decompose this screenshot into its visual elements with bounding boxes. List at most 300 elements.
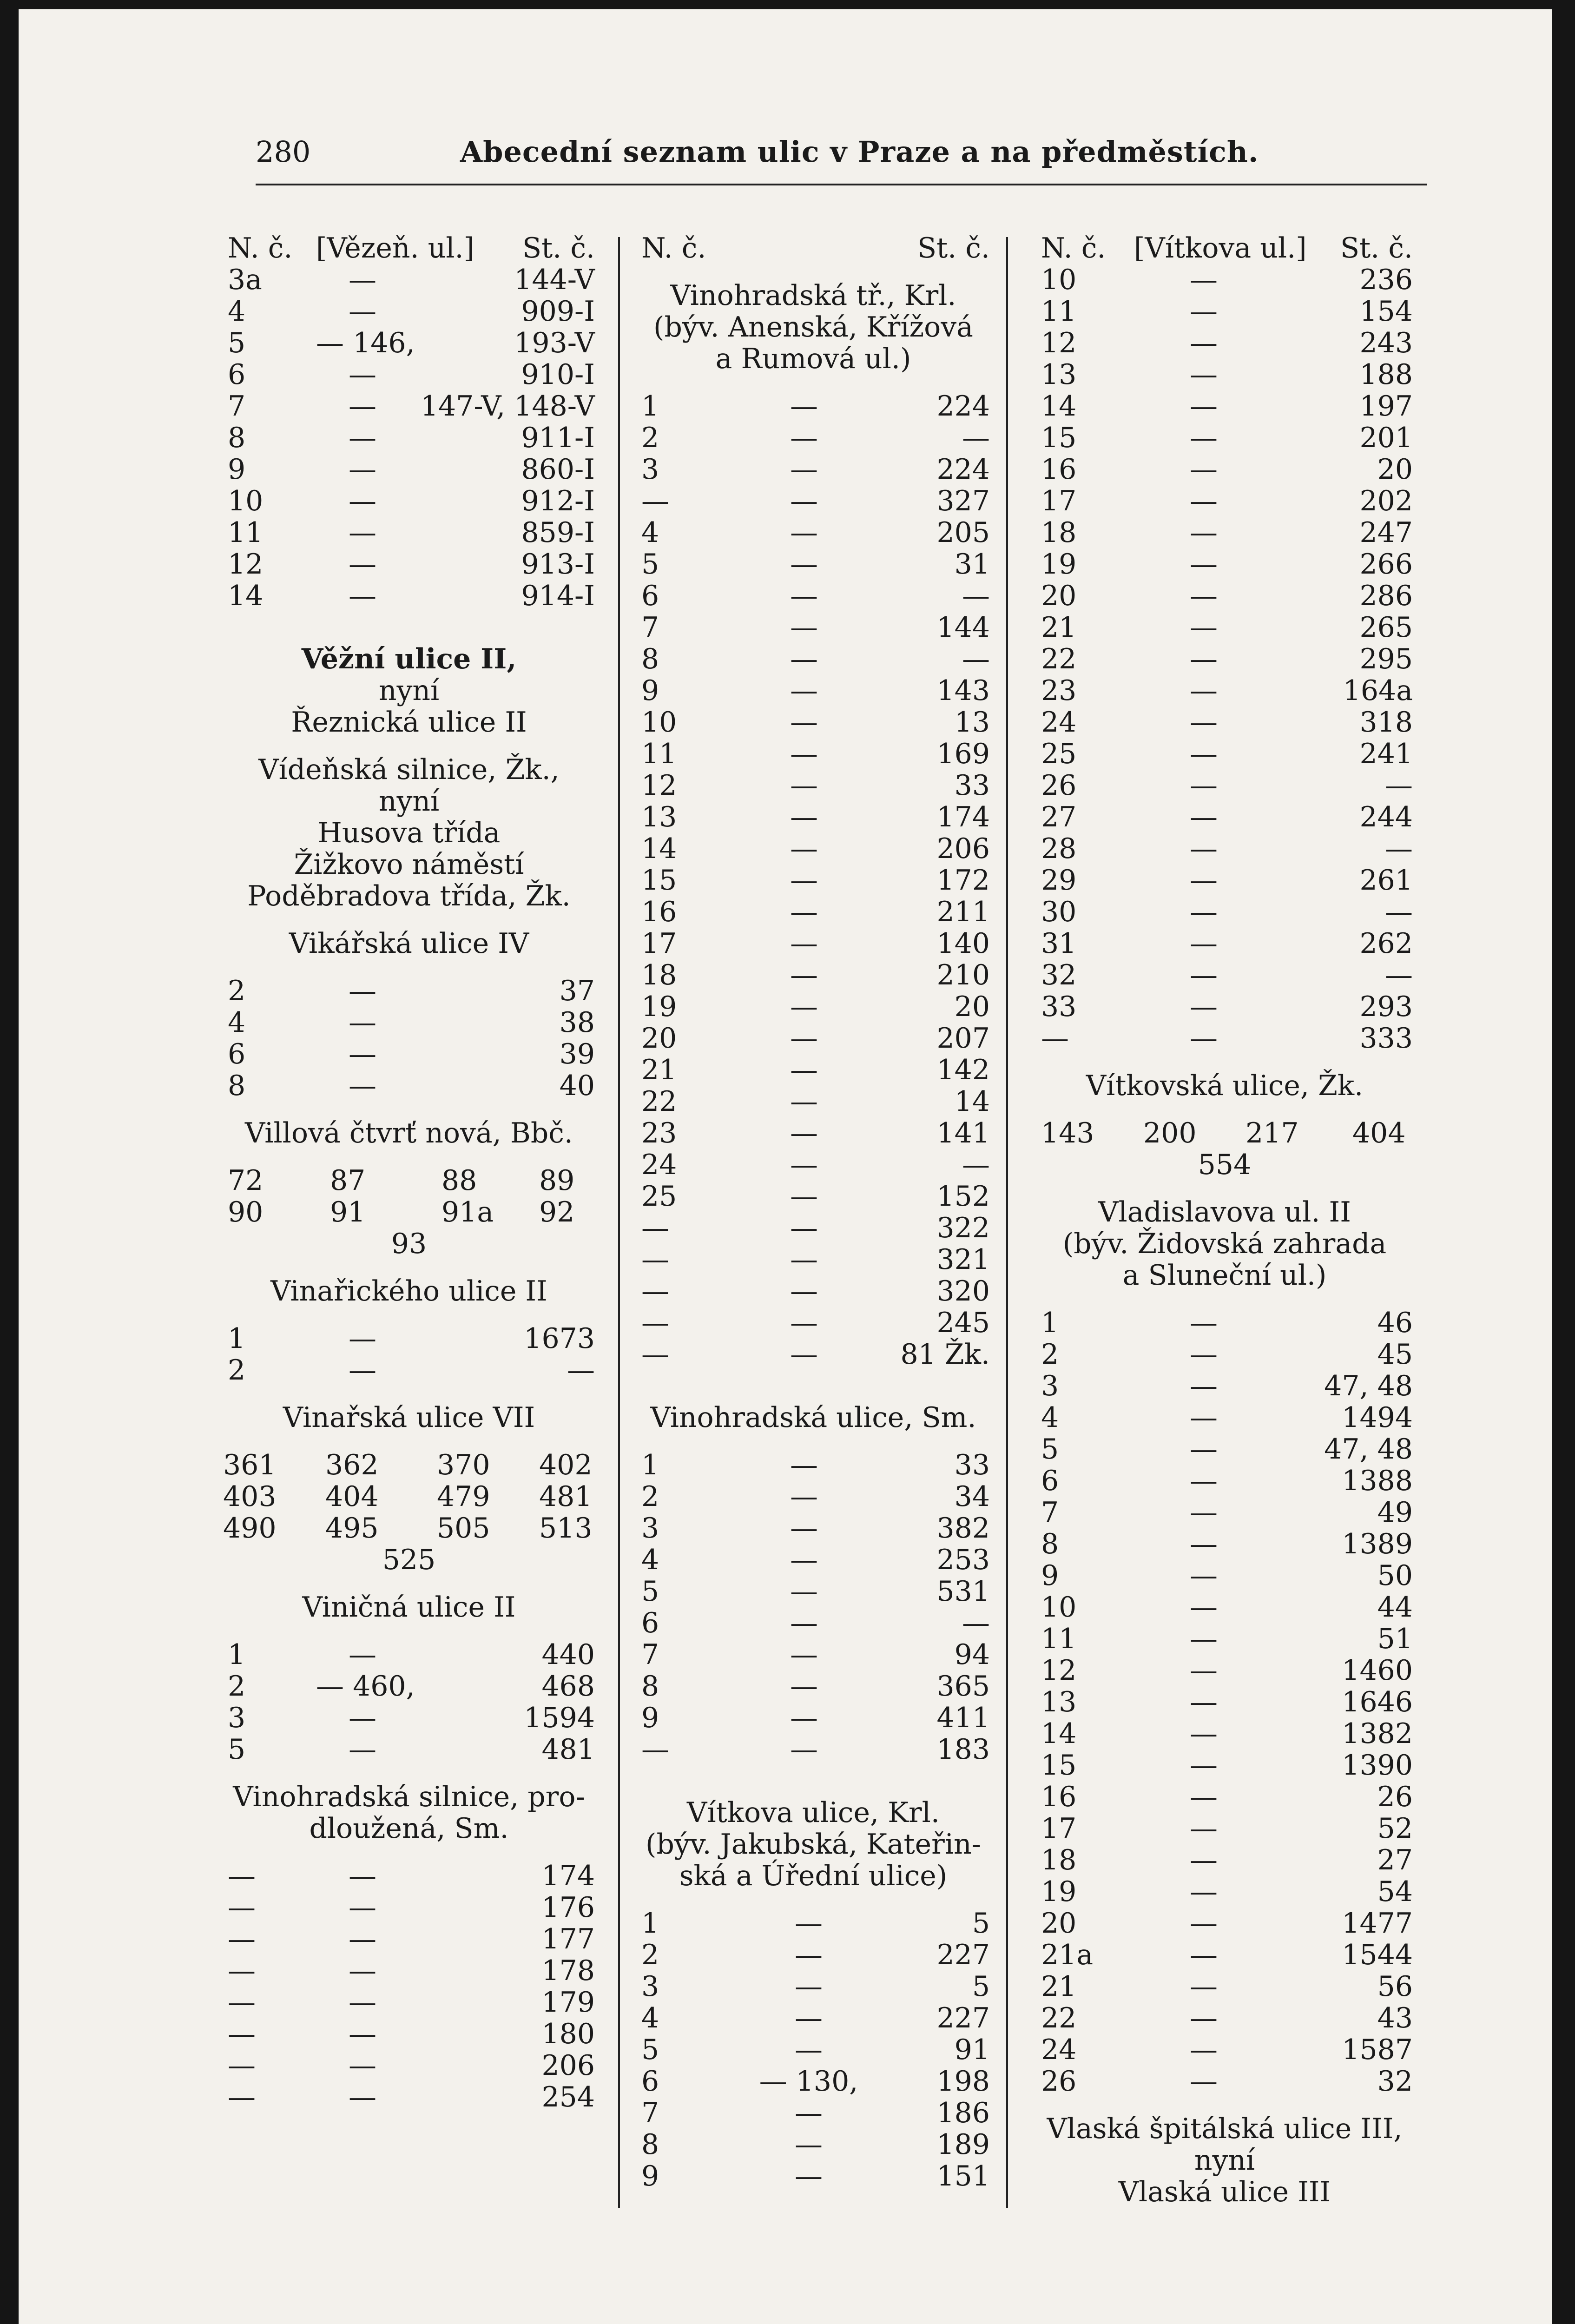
street-number: 910-I bbox=[521, 358, 595, 391]
separator: — bbox=[790, 1212, 818, 1244]
house-number: 7 bbox=[641, 1638, 659, 1671]
separator: — bbox=[795, 1939, 823, 1971]
separator: — bbox=[790, 896, 818, 928]
street-number: 56 bbox=[1377, 1970, 1413, 2003]
street-number: 206 bbox=[541, 2049, 595, 2082]
table-row bbox=[637, 991, 990, 1023]
separator: — bbox=[1190, 959, 1218, 991]
separator: — bbox=[790, 1512, 818, 1545]
table-row bbox=[1036, 1750, 1413, 1781]
street-number: 142 bbox=[936, 1054, 990, 1086]
vitkova-rows bbox=[637, 1908, 990, 2192]
street-number: — bbox=[1385, 769, 1413, 802]
house-number: 32 bbox=[1041, 959, 1077, 991]
street-number: 144-V bbox=[514, 264, 595, 296]
table-row bbox=[637, 928, 990, 959]
house-number: — bbox=[228, 2049, 256, 2082]
house-number: 18 bbox=[1041, 1844, 1077, 1876]
house-number: 3a bbox=[228, 264, 262, 296]
table-row bbox=[637, 801, 990, 833]
column-rule bbox=[1006, 237, 1008, 2208]
street-number: 1587 bbox=[1342, 2034, 1413, 2066]
separator: — bbox=[1190, 1559, 1218, 1592]
house-number: 21 bbox=[641, 1054, 677, 1086]
house-number: 17 bbox=[641, 927, 677, 960]
section-vlaska: Vlaská špitálská ulice III, nyní Vlaská ulice III bbox=[1047, 2113, 1403, 2208]
table-row bbox=[1036, 1339, 1413, 1370]
table-row bbox=[1036, 2066, 1413, 2097]
house-number: 31 bbox=[1041, 927, 1077, 960]
house-number: 14 bbox=[1041, 1717, 1077, 1750]
table-row bbox=[223, 2050, 595, 2081]
street-number: 404 bbox=[325, 1480, 379, 1513]
street-number: 247 bbox=[1359, 516, 1413, 549]
table-row bbox=[637, 548, 990, 580]
street-number: 244 bbox=[1359, 801, 1413, 833]
street-number: 365 bbox=[936, 1670, 990, 1703]
street-number: 143 bbox=[1041, 1117, 1094, 1149]
separator: — bbox=[790, 1733, 818, 1766]
table-row bbox=[223, 1639, 595, 1670]
separator: — bbox=[349, 422, 376, 454]
table-row bbox=[637, 2129, 990, 2160]
house-number: 6 bbox=[641, 1607, 659, 1639]
street-number: 1460 bbox=[1342, 1654, 1413, 1687]
street-number: — bbox=[1385, 832, 1413, 865]
separator: — bbox=[790, 1544, 818, 1576]
separator: — 146, bbox=[316, 327, 415, 359]
table-row bbox=[223, 1354, 595, 1386]
house-number: 6 bbox=[641, 580, 659, 612]
table-row bbox=[637, 1181, 990, 1212]
separator: — 130, bbox=[759, 2065, 858, 2098]
house-number: 9 bbox=[228, 453, 246, 486]
street-number: 236 bbox=[1359, 264, 1413, 296]
vinarickeho-rows bbox=[223, 1323, 595, 1386]
table-row bbox=[1036, 1686, 1413, 1718]
street-number: 14 bbox=[954, 1085, 990, 1118]
separator: — bbox=[349, 1322, 376, 1355]
separator: — bbox=[349, 1354, 376, 1386]
street-number: 87 bbox=[330, 1164, 366, 1197]
table-row bbox=[223, 1860, 595, 1892]
separator: — bbox=[1190, 927, 1218, 960]
street-number: 45 bbox=[1377, 1338, 1413, 1371]
street-number: 266 bbox=[1359, 548, 1413, 581]
house-number: 4 bbox=[641, 1544, 659, 1576]
street-number: 198 bbox=[936, 2065, 990, 2098]
street-number: 860-I bbox=[521, 453, 595, 486]
column-header: N. č. [Vítkova ul.] St. č. bbox=[1041, 232, 1413, 264]
separator: — bbox=[795, 2002, 823, 2034]
table-row bbox=[1036, 454, 1413, 485]
number-row bbox=[223, 1196, 595, 1228]
street-number: 217 bbox=[1246, 1117, 1299, 1149]
separator: — 460, bbox=[316, 1670, 415, 1703]
street-number: 34 bbox=[954, 1480, 990, 1513]
table-row bbox=[1036, 390, 1413, 422]
street-number: 174 bbox=[936, 801, 990, 833]
separator: — bbox=[1190, 327, 1218, 359]
house-number: — bbox=[228, 1860, 256, 1892]
table-row bbox=[637, 485, 990, 517]
street-number: 33 bbox=[954, 769, 990, 802]
table-row bbox=[1036, 738, 1413, 770]
separator: — bbox=[790, 422, 818, 454]
street-number: 327 bbox=[936, 485, 990, 517]
table-row bbox=[637, 1512, 990, 1544]
street-number: 20 bbox=[954, 990, 990, 1023]
house-number: 10 bbox=[1041, 1591, 1077, 1624]
house-number: 2 bbox=[228, 975, 246, 1007]
table-row bbox=[1036, 706, 1413, 738]
street-number: — bbox=[962, 1149, 990, 1181]
separator: — bbox=[1190, 1528, 1218, 1560]
house-number: 7 bbox=[228, 390, 246, 423]
separator: — bbox=[349, 975, 376, 1007]
street-number: 206 bbox=[936, 832, 990, 865]
table-row bbox=[1036, 1813, 1413, 1844]
street-number: 1388 bbox=[1342, 1465, 1413, 1497]
house-number: 8 bbox=[641, 2128, 659, 2161]
separator: — bbox=[1190, 864, 1218, 897]
street-number: 411 bbox=[936, 1702, 990, 1734]
section-vinarska: Vinařská ulice VII bbox=[283, 1401, 535, 1434]
table-row bbox=[637, 1670, 990, 1702]
house-number: 11 bbox=[641, 738, 677, 770]
separator: — bbox=[349, 580, 376, 612]
street-number: 245 bbox=[936, 1307, 990, 1339]
table-row bbox=[637, 1117, 990, 1149]
separator: — bbox=[349, 1891, 376, 1924]
section-vinicna: Viničná ulice II bbox=[302, 1591, 516, 1624]
separator: — bbox=[1190, 1591, 1218, 1624]
house-number: 21 bbox=[1041, 1970, 1077, 2003]
house-number: 28 bbox=[1041, 832, 1077, 865]
house-number: 12 bbox=[1041, 327, 1077, 359]
table-row bbox=[1036, 485, 1413, 517]
table-row bbox=[637, 959, 990, 991]
separator: — bbox=[1190, 390, 1218, 423]
street-number: 479 bbox=[437, 1480, 490, 1513]
street-number: 911-I bbox=[521, 422, 595, 454]
street-number: 293 bbox=[1359, 990, 1413, 1023]
street-number: 1389 bbox=[1342, 1528, 1413, 1560]
street-number: 26 bbox=[1377, 1781, 1413, 1813]
house-number: — bbox=[228, 1986, 256, 2019]
house-number: 9 bbox=[1041, 1559, 1059, 1592]
table-row bbox=[637, 1734, 990, 1765]
separator: — bbox=[1190, 1496, 1218, 1529]
table-row bbox=[223, 359, 595, 390]
house-number: 10 bbox=[228, 485, 264, 517]
separator: — bbox=[790, 611, 818, 644]
table-row bbox=[1036, 928, 1413, 959]
table-row bbox=[637, 1544, 990, 1576]
street-number: 40 bbox=[559, 1070, 595, 1102]
house-number: — bbox=[641, 1338, 669, 1371]
house-number: 21a bbox=[1041, 1939, 1094, 1971]
separator: — bbox=[1190, 1686, 1218, 1718]
vinicna-rows bbox=[223, 1639, 595, 1765]
table-row bbox=[637, 2002, 990, 2034]
separator: — bbox=[1190, 801, 1218, 833]
separator: — bbox=[790, 1117, 818, 1149]
street-number: 210 bbox=[936, 959, 990, 991]
table-row bbox=[1036, 1433, 1413, 1465]
separator: — bbox=[1190, 738, 1218, 770]
table-row bbox=[1036, 580, 1413, 612]
house-number: 20 bbox=[641, 1022, 677, 1055]
section-vinohradska-silnice: Vinohradská silnice, pro- dloužená, Sm. bbox=[233, 1781, 585, 1845]
table-row bbox=[637, 1023, 990, 1054]
table-row bbox=[1036, 959, 1413, 991]
separator: — bbox=[790, 1338, 818, 1371]
street-number: 362 bbox=[325, 1449, 379, 1481]
house-number: — bbox=[641, 1307, 669, 1339]
house-number: 2 bbox=[641, 422, 659, 454]
table-row bbox=[637, 580, 990, 612]
separator: — bbox=[795, 2097, 823, 2129]
separator: — bbox=[349, 1733, 376, 1766]
house-number: 16 bbox=[1041, 453, 1077, 486]
street-number: 88 bbox=[442, 1164, 477, 1197]
separator: — bbox=[790, 485, 818, 517]
table-row bbox=[637, 643, 990, 675]
separator: — bbox=[1190, 1781, 1218, 1813]
villova-last: 93 bbox=[391, 1228, 427, 1260]
separator: — bbox=[790, 738, 818, 770]
table-row bbox=[637, 454, 990, 485]
table-row bbox=[637, 706, 990, 738]
street-number: 1382 bbox=[1342, 1717, 1413, 1750]
separator: — bbox=[1190, 832, 1218, 865]
table-row bbox=[637, 1908, 990, 1939]
house-number: 2 bbox=[228, 1670, 246, 1703]
house-number: 22 bbox=[1041, 2002, 1077, 2034]
table-row bbox=[637, 1086, 990, 1117]
separator: — bbox=[790, 1149, 818, 1181]
house-number: 3 bbox=[641, 1970, 659, 2003]
separator: — bbox=[790, 1575, 818, 1608]
street-number: 1646 bbox=[1342, 1686, 1413, 1718]
house-number: 10 bbox=[1041, 264, 1077, 296]
table-row bbox=[223, 454, 595, 485]
vladislavova-rows bbox=[1036, 1307, 1413, 2097]
separator: — bbox=[349, 264, 376, 296]
house-number: — bbox=[1041, 1022, 1069, 1055]
street-number: — bbox=[962, 643, 990, 675]
separator: — bbox=[790, 801, 818, 833]
street-number: 91 bbox=[954, 2034, 990, 2066]
separator: — bbox=[790, 990, 818, 1023]
street-number: 47, 48 bbox=[1324, 1370, 1413, 1402]
separator: — bbox=[349, 1702, 376, 1734]
table-row bbox=[1036, 991, 1413, 1023]
table-row bbox=[1036, 1844, 1413, 1876]
street-number: 370 bbox=[437, 1449, 490, 1481]
table-row bbox=[1036, 1718, 1413, 1750]
street-number: 505 bbox=[437, 1512, 490, 1545]
street-number: 152 bbox=[936, 1180, 990, 1213]
separator: — bbox=[349, 548, 376, 581]
street-number: — bbox=[1385, 959, 1413, 991]
street-number: 481 bbox=[539, 1480, 593, 1513]
house-number: 26 bbox=[1041, 2065, 1077, 2098]
separator: — bbox=[790, 1307, 818, 1339]
table-row bbox=[223, 1734, 595, 1765]
street-number: 402 bbox=[539, 1449, 593, 1481]
house-number: 9 bbox=[641, 2160, 659, 2192]
street-number: 90 bbox=[228, 1196, 264, 1228]
separator: — bbox=[790, 1638, 818, 1671]
street-number: 179 bbox=[541, 1986, 595, 2019]
separator: — bbox=[790, 1607, 818, 1639]
table-row bbox=[637, 1939, 990, 1971]
separator: — bbox=[790, 390, 818, 423]
separator: — bbox=[349, 1954, 376, 1987]
house-number: 1 bbox=[1041, 1307, 1059, 1339]
separator: — bbox=[790, 832, 818, 865]
table-row bbox=[223, 1038, 595, 1070]
separator: — bbox=[790, 1085, 818, 1118]
separator: — bbox=[790, 674, 818, 707]
column-header: N. č. [Vězeň. ul.] St. č. bbox=[228, 232, 595, 264]
street-number: 141 bbox=[936, 1117, 990, 1149]
table-row bbox=[1036, 1876, 1413, 1908]
house-number: 17 bbox=[1041, 485, 1077, 517]
street-number: 189 bbox=[936, 2128, 990, 2161]
house-number: 22 bbox=[641, 1085, 677, 1118]
section-vikarska: Vikářská ulice IV bbox=[289, 927, 529, 960]
separator: — bbox=[1190, 295, 1218, 328]
separator: — bbox=[1190, 516, 1218, 549]
table-row bbox=[637, 1449, 990, 1481]
house-number: 19 bbox=[1041, 1875, 1077, 1908]
house-number: 3 bbox=[641, 453, 659, 486]
separator: — bbox=[1190, 1844, 1218, 1876]
street-number: 38 bbox=[559, 1006, 595, 1039]
street-number: 37 bbox=[559, 975, 595, 1007]
street-number: 859-I bbox=[521, 516, 595, 549]
table-row bbox=[1036, 1781, 1413, 1813]
table-row bbox=[1036, 296, 1413, 327]
vinarska-rows bbox=[223, 1449, 595, 1544]
table-row bbox=[223, 1070, 595, 1102]
house-number: 5 bbox=[641, 548, 659, 581]
separator: — bbox=[1190, 1623, 1218, 1655]
house-number: 13 bbox=[1041, 1686, 1077, 1718]
separator: — bbox=[790, 580, 818, 612]
separator: — bbox=[349, 1638, 376, 1671]
separator: — bbox=[1190, 453, 1218, 486]
column-header: N. č. St. č. bbox=[641, 232, 990, 264]
street-number: 913-I bbox=[521, 548, 595, 581]
separator: — bbox=[1190, 2034, 1218, 2066]
table-row bbox=[1036, 1307, 1413, 1339]
house-number: 4 bbox=[228, 1006, 246, 1039]
house-number: 8 bbox=[641, 1670, 659, 1703]
house-number: 3 bbox=[641, 1512, 659, 1545]
street-number: 243 bbox=[1359, 327, 1413, 359]
house-number: 14 bbox=[641, 832, 677, 865]
table-row bbox=[1036, 2034, 1413, 2066]
vitkovska-row bbox=[1036, 1117, 1413, 1149]
section-videnska: Vídeňská silnice, Žk., nyní Husova třída Žižkovo náměstí Poděbradova třída, Žk. bbox=[247, 753, 571, 912]
street-number: 481 bbox=[541, 1733, 595, 1766]
house-number: 13 bbox=[641, 801, 677, 833]
house-number: — bbox=[228, 1954, 256, 1987]
separator: — bbox=[349, 358, 376, 391]
house-number: 3 bbox=[1041, 1370, 1059, 1402]
street-number: 513 bbox=[539, 1512, 593, 1545]
street-number: 914-I bbox=[521, 580, 595, 612]
column-3 bbox=[1036, 232, 1413, 2208]
house-number: 5 bbox=[641, 2034, 659, 2066]
street-number: 174 bbox=[541, 1860, 595, 1892]
vinohradska-silnice-rows bbox=[223, 1860, 595, 2113]
house-number: 14 bbox=[228, 580, 264, 612]
street-number: 54 bbox=[1377, 1875, 1413, 1908]
separator: — bbox=[790, 516, 818, 549]
section-villova: Villová čtvrť nová, Bbč. bbox=[245, 1117, 573, 1149]
table-row bbox=[637, 1307, 990, 1339]
street-number: 172 bbox=[936, 864, 990, 897]
street-number: 164a bbox=[1343, 674, 1413, 707]
house-number: 24 bbox=[1041, 706, 1077, 739]
street-number: 140 bbox=[936, 927, 990, 960]
street-number: 265 bbox=[1359, 611, 1413, 644]
house-number: 20 bbox=[1041, 1907, 1077, 1940]
street-number: 27 bbox=[1377, 1844, 1413, 1876]
table-row bbox=[637, 896, 990, 928]
house-number: 5 bbox=[1041, 1433, 1059, 1466]
house-number: 17 bbox=[1041, 1812, 1077, 1845]
house-number: 29 bbox=[1041, 864, 1077, 897]
street-number: 227 bbox=[936, 2002, 990, 2034]
vikarska-rows bbox=[223, 975, 595, 1102]
street-number: 531 bbox=[936, 1575, 990, 1608]
street-number: 51 bbox=[1377, 1623, 1413, 1655]
street-number: 211 bbox=[936, 896, 990, 928]
separator: — bbox=[790, 1480, 818, 1513]
street-number: 183 bbox=[936, 1733, 990, 1766]
table-row bbox=[1036, 548, 1413, 580]
separator: — bbox=[1190, 548, 1218, 581]
house-number: 10 bbox=[641, 706, 677, 739]
street-number: 143 bbox=[936, 674, 990, 707]
street-number: 169 bbox=[936, 738, 990, 770]
table-row bbox=[637, 2160, 990, 2192]
table-row bbox=[1036, 359, 1413, 390]
separator: — bbox=[1190, 706, 1218, 739]
vitkovska-last: 554 bbox=[1198, 1149, 1252, 1181]
house-number: 4 bbox=[641, 2002, 659, 2034]
house-number: 8 bbox=[641, 643, 659, 675]
street-number: 193-V bbox=[514, 327, 595, 359]
separator: — bbox=[349, 2081, 376, 2113]
street-number: 361 bbox=[223, 1449, 277, 1481]
separator: — bbox=[795, 1907, 823, 1940]
street-number: 382 bbox=[936, 1512, 990, 1545]
separator: — bbox=[795, 2034, 823, 2066]
table-row bbox=[1036, 422, 1413, 454]
street-number: 286 bbox=[1359, 580, 1413, 612]
separator: — bbox=[790, 1243, 818, 1276]
separator: — bbox=[1190, 1812, 1218, 1845]
separator: — bbox=[349, 2049, 376, 2082]
table-row bbox=[223, 327, 595, 359]
